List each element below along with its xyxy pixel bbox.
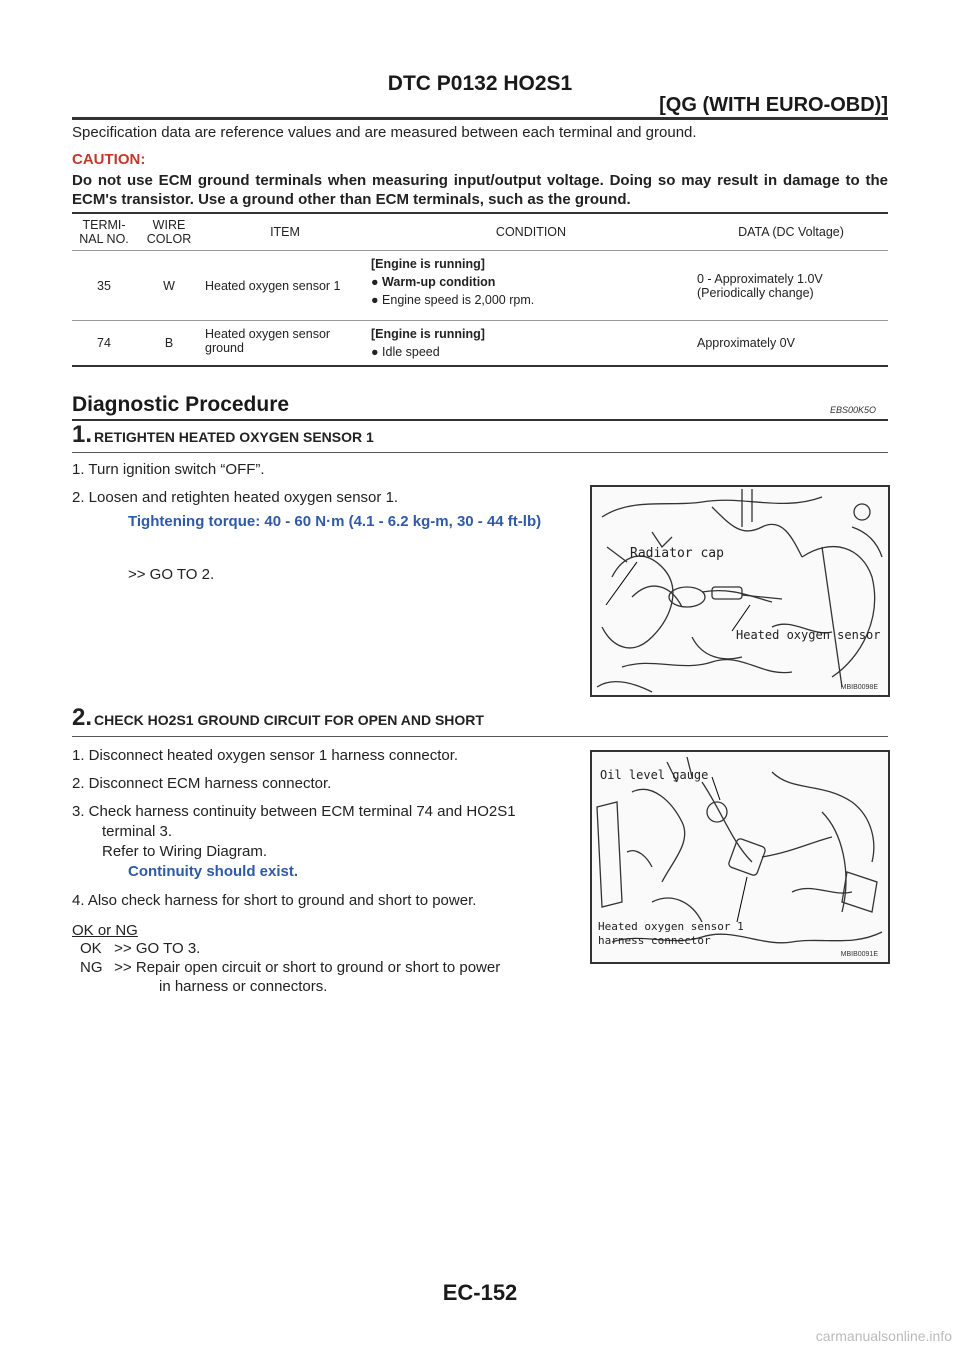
ok-action: >> GO TO 3. [114,940,201,957]
col-wire-color: WIRE COLOR [136,213,202,251]
cell-item: Heated oxygen sensor 1 [202,251,368,321]
figure-radiator-sensor [590,485,890,697]
page-number: EC-152 [442,1280,518,1305]
step2-heading [72,704,484,732]
caution-text: Do not use ECM ground terminals when measuring input/output voltage. Doing so may result in damage to the ECM's transistor. Use a ground other than ECM terminals, such as the ground. [72,172,888,208]
figure-code: MBIB0098E [840,684,878,691]
col-item: ITEM [202,213,368,251]
engine-illustration [592,487,888,695]
ok-label: OK [80,940,102,957]
cell-terminal: 74 [72,321,136,367]
step1-heading [72,421,374,449]
col-condition: CONDITION [368,213,694,251]
figure-label: Oil level gauge [600,768,709,782]
figure-label: Heated oxygen sensor 1 [598,920,744,933]
ok-row [72,939,200,958]
condition-bullet: ● Idle speed [371,345,440,359]
cell-terminal: 35 [72,251,136,321]
figure-label: Heated oxygen sensor 1 [736,628,888,642]
figure-label: Radiator cap [630,546,724,561]
ng-action: >> Repair open circuit or short to ground or short to power [114,959,501,976]
section-id: EBS00K5O [830,405,877,415]
step1-goto: >> GO TO 2. [128,566,215,583]
col-terminal: TERMI-NAL NO. [72,213,136,251]
section-title: Diagnostic Procedure [72,393,290,416]
table-row [72,251,888,321]
page-title: DTC P0132 HO2S1 [387,72,573,95]
figure-label: harness connector [598,934,711,947]
table-row [72,321,888,367]
step2-item4: 4. Also check harness for short to ground and short to power. [72,892,477,909]
terminal-table [72,212,888,367]
step1-list [72,460,398,508]
col-data: DATA (DC Voltage) [694,213,888,251]
step2-number: 2. [72,704,93,731]
step2-title: CHECK HO2S1 GROUND CIRCUIT FOR OPEN AND SHORT [94,712,484,728]
ok-ng-heading: OK or NG [72,922,138,939]
cell-color: B [136,321,202,367]
cell-data: 0 - Approximately 1.0V (Periodically change) [694,251,888,321]
table-header-row [72,213,888,251]
step2-continuity: Continuity should exist. [128,863,299,880]
step1-torque: Tightening torque: 40 - 60 N·m (4.1 - 6.2 kg-m, 30 - 44 ft-lb) [128,513,542,530]
step1-number: 1. [72,421,93,448]
list-item: 1. Turn ignition switch “OFF”. [72,461,265,478]
list-item: Refer to Wiring Diagram. [102,843,268,860]
condition-head: [Engine is running] [371,257,485,271]
caution-label: CAUTION: [72,151,146,168]
ng-label: NG [80,959,103,976]
list-item: 3. Check harness continuity between ECM terminal 74 and HO2S1 [72,803,516,820]
header-rule [72,117,888,120]
step2-list [72,746,582,862]
figure-oil-gauge-connector [590,750,890,964]
cell-condition [368,321,694,367]
cell-item: Heated oxygen sensor ground [202,321,368,367]
step1-title: RETIGHTEN HEATED OXYGEN SENSOR 1 [94,429,374,445]
page-subtitle: [QG (WITH EURO-OBD)] [659,94,888,116]
ng-row [72,958,500,977]
condition-bullet: ● Engine speed is 2,000 rpm. [371,293,535,307]
cell-data: Approximately 0V [694,321,888,367]
list-item: terminal 3. [102,823,173,840]
ng-action-cont: in harness or connectors. [159,978,328,995]
engine-illustration [592,752,888,962]
list-item: 2. Disconnect ECM harness connector. [72,775,332,792]
step1-rule [72,452,888,453]
condition-bullet: ● Warm-up condition [371,275,496,289]
watermark: carmanualsonline.info [815,1328,952,1344]
cell-color: W [136,251,202,321]
step2-rule [72,736,888,737]
intro-text: Specification data are reference values and are measured between each terminal and ground. [72,124,697,141]
figure-code: MBIB0091E [840,951,878,958]
list-item: 1. Disconnect heated oxygen sensor 1 harness connector. [72,747,459,764]
cell-condition [368,251,694,321]
list-item: 2. Loosen and retighten heated oxygen sensor 1. [72,489,399,506]
condition-head: [Engine is running] [371,327,485,341]
